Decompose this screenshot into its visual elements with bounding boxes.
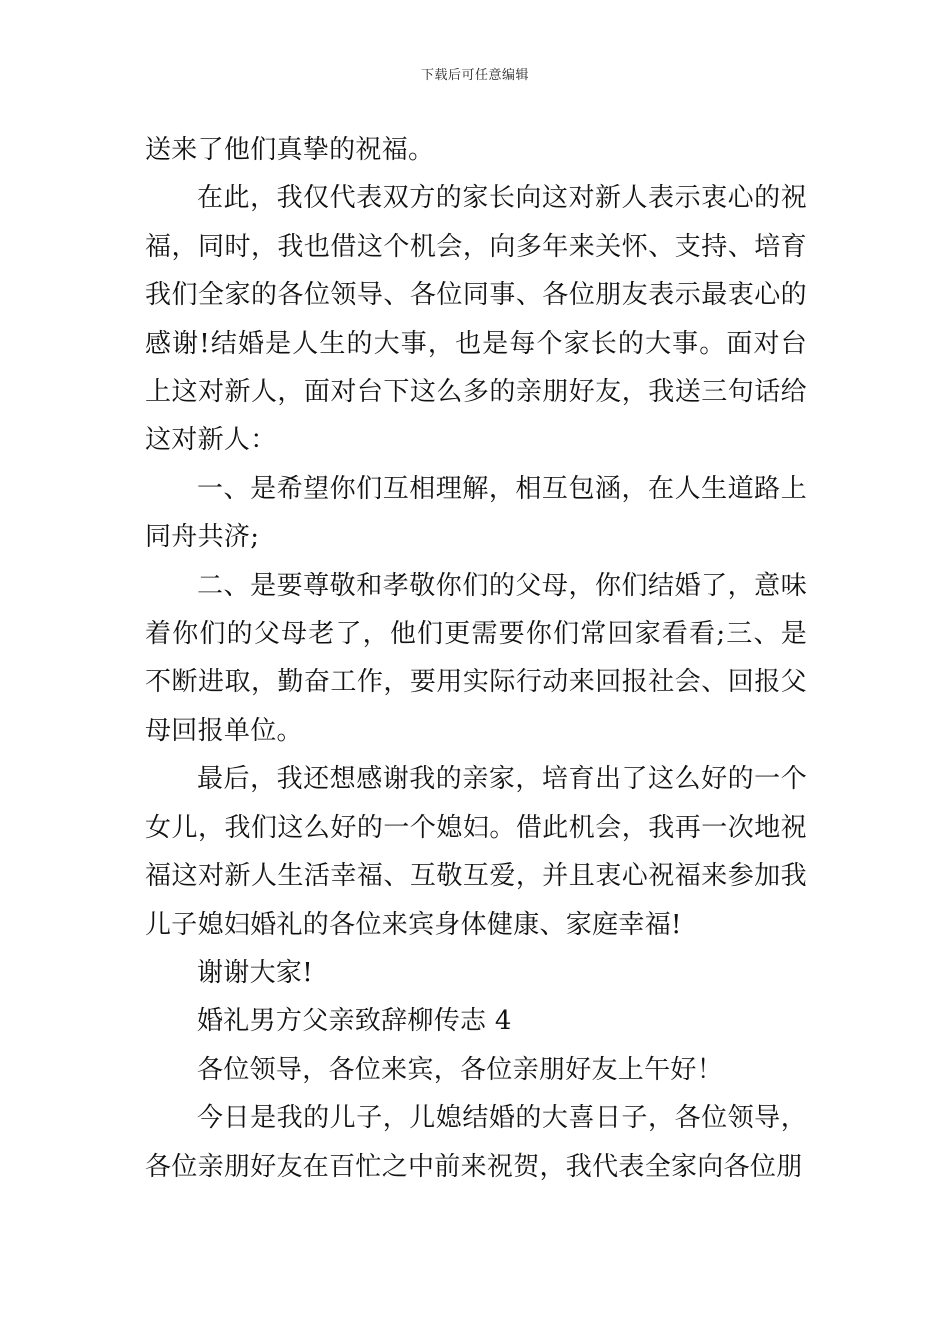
section-heading: 婚礼男方父亲致辞柳传志 4: [197, 1006, 512, 1037]
paragraph-8: 今日是我的儿子，儿媳结婚的大喜日子，各位领导，各位亲朋好友在百忙之中前来祝贺，我代表全家向各位朋: [145, 1103, 807, 1182]
document-body: [145, 126, 807, 1191]
paragraph-7: 各位领导，各位来宾，各位亲朋好友上午好！: [197, 1054, 724, 1085]
paragraph-3: 一、是希望你们互相理解，相互包涵，在人生道路上同舟共济;: [145, 473, 807, 553]
paragraph-2: 在此，我仅代表双方的家长向这对新人表示衷心的祝福，同时，我也借这个机会，向多年来关怀、支持、培育我们全家的各位领导、各位同事、各位朋友表示最衷心的感谢!结婚是人生的大事，也是每个家长的大事。面对台上这对新人，面对台下这么多的亲朋好友，我送三句话给这对新人：: [145, 183, 807, 456]
paragraph-1: 送来了他们真挚的祝福。: [145, 135, 435, 165]
paragraph-5: 最后，我还想感谢我的亲家，培育出了这么好的一个女儿，我们这么好的一个媳妇。借此机会，我再一次地祝福这对新人生活幸福、互敬互爱，并且衷心祝福来参加我儿子媳妇婚礼的各位来宾身体健康、家庭幸福!: [145, 764, 807, 940]
page-header: 下载后可任意编辑: [420, 68, 529, 83]
paragraph-6: 谢谢大家!: [197, 957, 313, 988]
paragraph-4: 二、是要尊敬和孝敬你们的父母，你们结婚了，意味着你们的父母老了，他们更需要你们常回家看看;三、是不断进取，勤奋工作，要用实际行动来回报社会、回报父母回报单位。: [145, 570, 807, 746]
